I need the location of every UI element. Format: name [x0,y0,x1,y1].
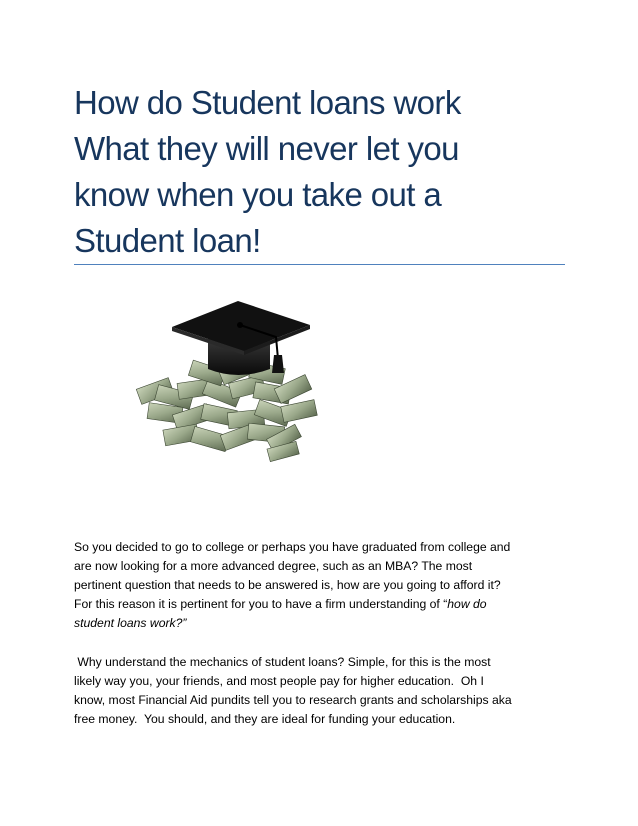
paragraph-line: Why understand the mechanics of student loans? Simple, for this is the most [74,655,491,669]
paragraph-line: know, most Financial Aid pundits tell you to research grants and scholarships aka [74,693,512,707]
paragraph-line: pertinent question that needs to be answered is, how are you going to afford it? [74,578,501,592]
intro-paragraph [74,538,574,633]
title-line-1: How do Student loans work [74,84,461,121]
paragraph-line: are now looking for a more advanced degree, such as an MBA? The most [74,559,473,573]
italic-phrase-line: student loans work?” [74,616,187,630]
italic-phrase: how do [447,597,487,611]
title-line-2: What they will never let you [74,130,459,167]
line-text: For this reason it is pertinent for you to have a firm understanding of “ [74,597,448,611]
graduation-cap-on-money-pile-icon [120,285,360,475]
paragraph-line: So you decided to go to college or perhaps you have graduated from college and [74,540,511,554]
paragraph-line: free money. You should, and they are ideal for funding your education. [74,712,456,726]
title-underline-rule [74,264,565,265]
title-line-4: Student loan! [74,222,261,259]
mechanics-paragraph [74,653,574,729]
title-line-3: know when you take out a [74,176,442,213]
paragraph-line: likely way you, your friends, and most people pay for higher education. Oh I [74,674,484,688]
page-title [74,80,574,264]
paragraph-line [74,595,574,614]
